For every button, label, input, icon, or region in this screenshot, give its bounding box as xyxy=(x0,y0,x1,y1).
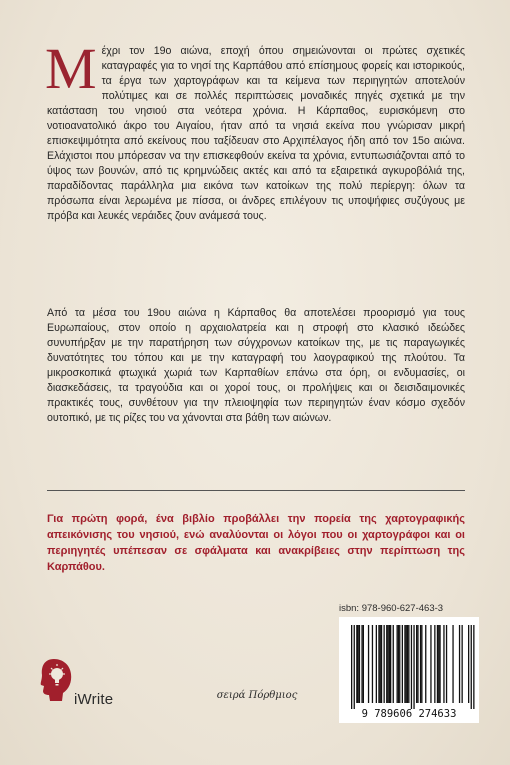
intro-paragraph-text: έχρι τον 19ο αιώνα, εποχή όπου σημειώνονται οι πρώτες σχετικές καταγραφές για το νησί της Καρπάθου από επίσημους φορείς και ιστορικούς, τα έργα των χαρτογράφων και τα κείμενα των περιηγητών αποτελούν πολύτιμες και σε πολλές περιπτώσεις μοναδικές πηγές σχετικά με την κατάσταση του νησιού στα νεότερα χρόνια. Η Κάρπαθος, ευρισκόμενη στο νοτιοανατολικό άκρο του Αιγαίου, ήταν από τα νησιά εκείνα που γνώρισαν μικρή επισκεψιμότητα από εκείνους που ταξίδευαν στο Αρχιπέλαγος ήδη από τον 15ο αιώνα. Ελάχιστοι που μπόρεσαν να την επισκεφθούν εκείνα τα χρόνια, εντυπωσιάζονται από το ύψος των βουνών, από τις κρημνώδεις ακτές και από τα εξαιρετικά αγκυροβόλιά της, παραδίδοντας παράλληλα μια εικόνα των κατοίκων της πολύ περίεργη: όλων τα πρόσωπα είναι λερωμένα με πίσσα, οι άνδρες επιλέγουν τις υποψήφιες συζύγους με πρόβα και λευκές νεράιδες ζουν ανάμεσά τους. xyxy=(47,45,465,222)
isbn-label: isbn: 978-960-627-463-3 xyxy=(339,603,444,614)
barcode-bar xyxy=(368,625,369,703)
barcode-bar xyxy=(462,625,463,703)
barcode-bar xyxy=(380,625,381,703)
barcode-bar xyxy=(402,625,403,703)
barcode-bar xyxy=(425,625,426,703)
barcode-bar xyxy=(363,625,364,703)
barcode-bar xyxy=(406,625,407,703)
intro-paragraph xyxy=(45,36,465,224)
barcode-bar xyxy=(387,625,388,703)
barcode-bar xyxy=(408,625,409,703)
barcode-bar xyxy=(381,625,382,703)
barcode-bar xyxy=(358,625,359,703)
barcode-bar xyxy=(407,625,408,703)
barcode-bar xyxy=(399,625,400,703)
barcode-bar xyxy=(376,625,377,703)
barcode-bar xyxy=(459,625,460,703)
barcode-bar xyxy=(359,625,360,703)
barcode-bar xyxy=(452,625,453,703)
barcode-bar xyxy=(390,625,391,703)
barcode-bar xyxy=(404,625,405,703)
isbn-barcode xyxy=(339,617,479,723)
barcode-bar xyxy=(354,625,355,709)
barcode-bar xyxy=(351,625,352,709)
barcode-bar xyxy=(389,625,390,703)
barcode-bar xyxy=(430,625,431,703)
barcode-bar xyxy=(473,625,474,709)
barcode-bar xyxy=(421,625,422,703)
publisher-logo xyxy=(40,655,130,725)
barcode-bar xyxy=(437,625,438,703)
barcode-bar xyxy=(446,625,447,703)
barcode-bar xyxy=(398,625,399,703)
barcode-bar xyxy=(411,625,412,709)
barcode-bars xyxy=(339,617,479,723)
barcode-bar xyxy=(420,625,421,703)
barcode-bar xyxy=(356,625,357,703)
barcode-bar xyxy=(378,625,379,703)
series-name: σειρά Πόρθμιος xyxy=(216,690,298,701)
barcode-bar xyxy=(468,625,469,703)
barcode-bar xyxy=(434,625,435,703)
head-lightbulb-icon xyxy=(40,655,74,711)
barcode-bar xyxy=(438,625,439,703)
barcode-bar xyxy=(416,625,417,703)
second-paragraph: Από τα μέσα του 19ου αιώνα η Κάρπαθος θα αποτελέσει προορισμό για τους Ευρωπαίους, στον οποίο η αρχαιολατρεία και η στροφή στο κλασικό ιδεώδες συνυπήρξαν με την παρατήρηση των σύγχρονων κατοίκων της, με τις παραγωγικές δυνατότητες του τόπου και με την καταγραφή του λαογραφικού της πλούτου. Τα μικροσκοπικά φτωχικά χωριά των Καρπαθίων επάνω στα όρη, οι ενδυμασίες, οι διασκεδάσεις, τα τραγούδια και οι χοροί τους, οι προλήψεις και οι δεισιδαιμονικές πρακτικές τους, συνθέτουν για την πλειοψηφία των περιηγητών έναν κόσμο σχεδόν ουτοπικό, με τις ρίζες του να χάνονται στα βάθη των αιώνων. xyxy=(47,307,465,424)
barcode-bar xyxy=(413,625,414,709)
divider-rule xyxy=(47,490,465,491)
barcode-bar xyxy=(372,625,373,703)
barcode-digits: 9 789606 274633 xyxy=(361,708,457,720)
barcode-bar xyxy=(386,625,387,703)
barcode-bar xyxy=(361,625,362,703)
barcode-bar xyxy=(417,625,418,703)
barcode-bar xyxy=(439,625,440,703)
publisher-name: iWrite xyxy=(74,691,114,708)
highlight-blurb: Για πρώτη φορά, ένα βιβλίο προβάλλει την πορεία της χαρτογραφικής απεικόνισης του νησιού, ενώ αναλύονται οι λόγοι που οι χαρτογράφοι και οι περιηγητές υπέπεσαν σε σφάλματα και ανακρίβειες στην περίπτωση της Καρπάθου. xyxy=(47,513,465,573)
barcode-bar xyxy=(393,625,394,703)
barcode-bar xyxy=(471,625,472,709)
barcode-bar xyxy=(443,625,444,703)
barcode-bar xyxy=(397,625,398,703)
drop-cap: Μ xyxy=(45,36,97,101)
barcode-bar xyxy=(384,625,385,703)
